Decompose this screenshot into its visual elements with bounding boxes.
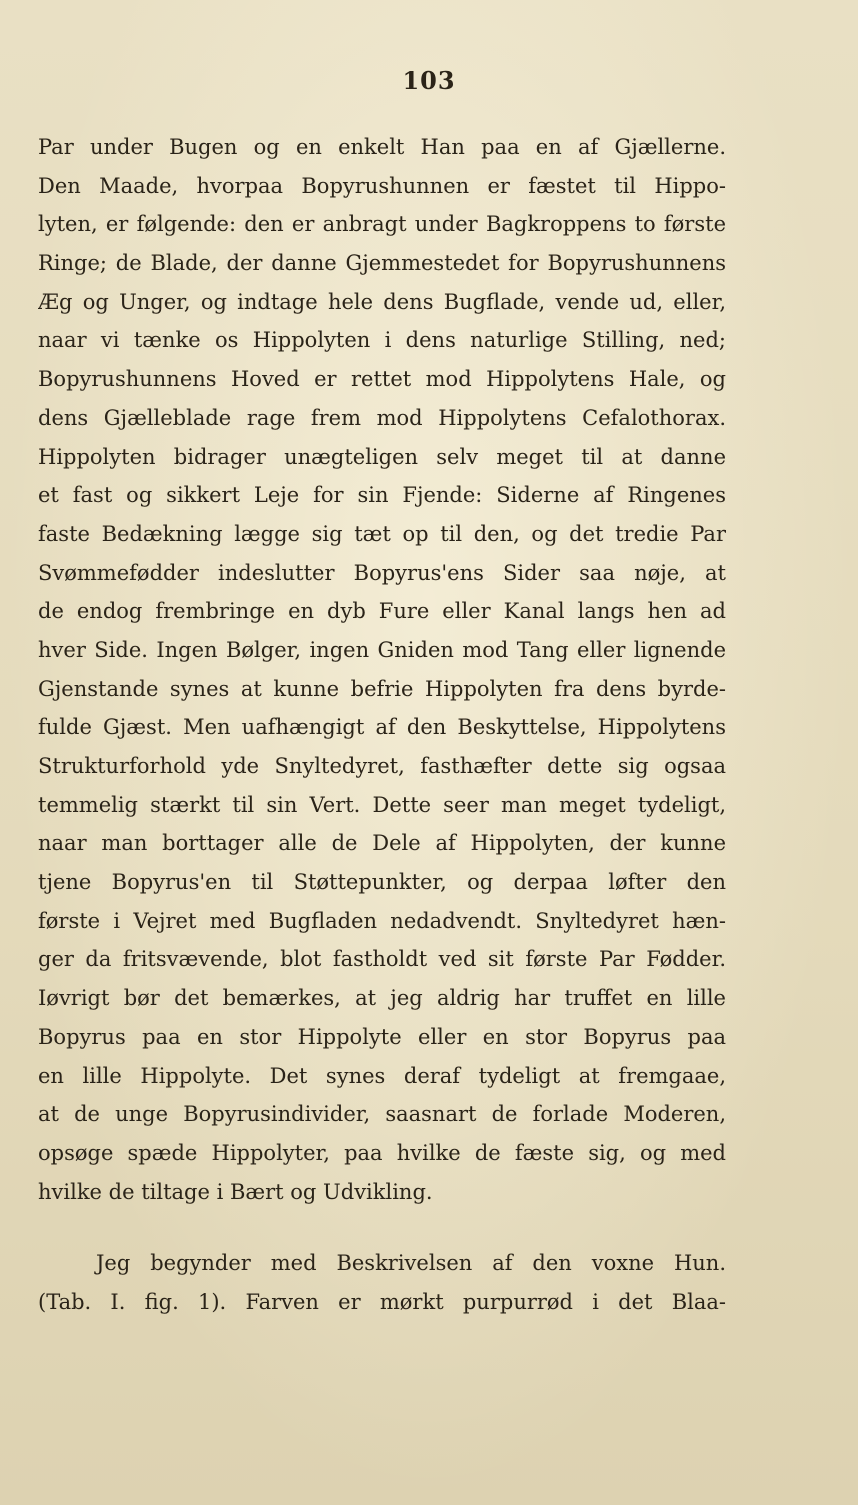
text-line: dens Gjælleblade rage frem mod Hippolytens Cefalothorax. [38,405,726,430]
text-line: Par under Bugen og en enkelt Han paa en af Gjællerne. [38,135,726,159]
text-line: første i Vejret med Bugfladen nedadvendt. Snyltedyret hæn- [38,908,726,933]
paragraph-1 [38,128,726,1211]
text-line: fulde Gjæst. Men uafhængigt af den Beskyttelse, Hippolytens [38,715,726,740]
text-line: Strukturforhold yde Snyltedyret, fasthæfter dette sig ogsaa [38,754,726,778]
text-line: naar vi tænke os Hippolyten i dens naturlige Stilling, ned; [38,328,726,353]
text-line: at de unge Bopyrusindivider, saasnart de forlade Moderen, [38,1102,726,1127]
text-line: en lille Hippolyte. Det synes deraf tydeligt at fremgaae, [38,1063,726,1088]
text-line: de endog frembringe en dyb Fure eller Kanal langs hen ad [38,599,726,624]
text-line: Bopyrushunnens Hoved er rettet mod Hippolytens Hale, og [38,367,726,392]
text-line: Hippolyten bidrager unægteligen selv meget til at danne [38,444,726,469]
text-line: lyten, er følgende: den er anbragt under Bagkroppens to første [38,212,726,237]
text-line: tjene Bopyrus'en til Støttepunkter, og derpaa løfter den [38,870,726,895]
text-line: Iøvrigt bør det bemærkes, at jeg aldrig har truffet en lille [38,986,726,1011]
text-line: faste Bedækning lægge sig tæt op til den, og det tredie Par [38,521,726,546]
text-line: (Tab. I. fig. 1). Farven er mørkt purpurrød i det Blaa- [38,1289,726,1314]
text-line: Svømmefødder indeslutter Bopyrus'ens Sider saa nøje, at [38,560,726,585]
text-line: naar man borttager alle de Dele af Hippolyten, der kunne [38,831,726,856]
text-line: Bopyrus paa en stor Hippolyte eller en stor Bopyrus paa [38,1024,726,1049]
text-line: opsøge spæde Hippolyter, paa hvilke de fæste sig, og med [38,1140,726,1165]
text-line: Æg og Unger, og indtage hele dens Bugflade, vende ud, eller, [38,289,726,314]
paragraph-2 [38,1244,726,1321]
text-line: Jeg begynder med Beskrivelsen af den voxne Hun. [96,1251,726,1275]
text-line: hver Side. Ingen Bølger, ingen Gniden mod Tang eller lignende [38,637,726,662]
text-line: Ringe; de Blade, der danne Gjemmestedet for Bopyrushunnens [38,251,726,276]
text-line: et fast og sikkert Leje for sin Fjende: Siderne af Ringenes [38,483,726,508]
text-line: hvilke de tiltage i Bært og Udvikling. [38,1179,433,1204]
text-line: temmelig stærkt til sin Vert. Dette seer man meget tydeligt, [38,792,726,817]
text-line: Gjenstande synes at kunne befrie Hippolyten fra dens byrde- [38,676,726,701]
text-line: Den Maade, hvorpaa Bopyrushunnen er fæstet til Hippo- [38,173,726,198]
text-line: ger da fritsvævende, blot fastholdt ved sit første Par Fødder. [38,947,726,972]
page-number: 103 [402,66,456,95]
